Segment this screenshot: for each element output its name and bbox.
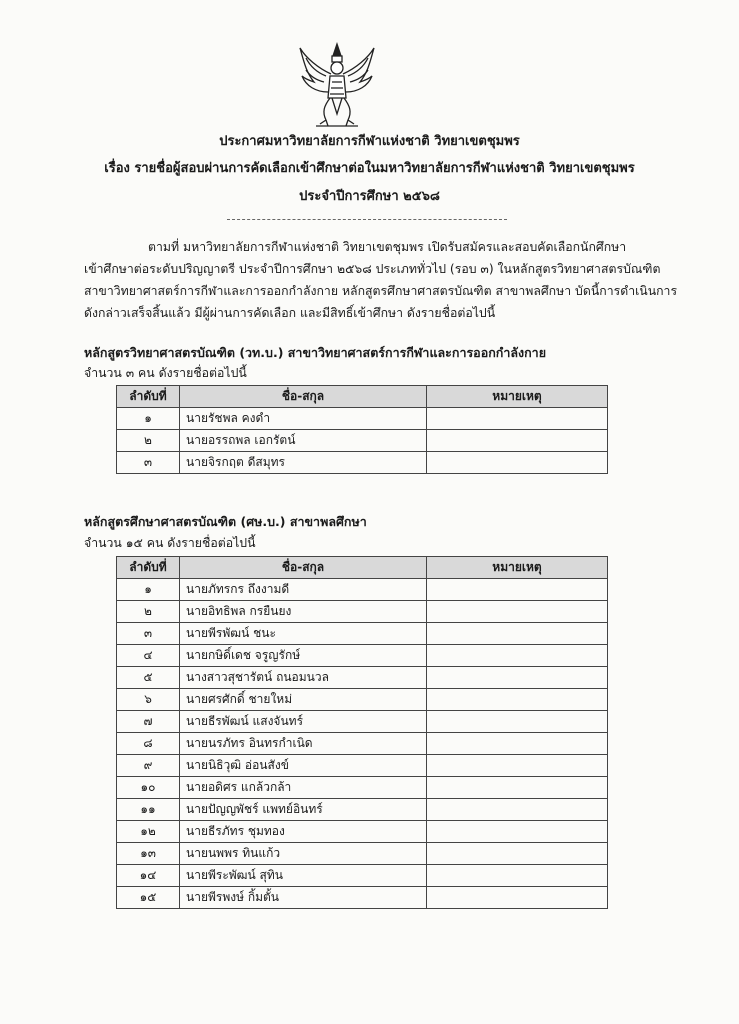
row-number: ๙ [117,755,180,777]
row-number: ๔ [117,645,180,667]
row-name: นายศรศักดิ์ ชายใหม่ [180,689,427,711]
table-row [117,689,608,711]
row-number: ๒ [117,601,180,623]
table-row [117,887,608,909]
table-row [117,799,608,821]
table-row [117,623,608,645]
column-header-note: หมายเหตุ [427,557,608,579]
row-number: ๓ [117,623,180,645]
row-note [427,579,608,601]
table-row [117,821,608,843]
row-note [427,645,608,667]
table-row [117,667,608,689]
row-number: ๓ [117,452,180,474]
row-name: นางสาวสุชารัตน์ ถนอมนวล [180,667,427,689]
row-name: นายจิรกฤต ดีสมุทร [180,452,427,474]
body-line: เข้าศึกษาต่อระดับปริญญาตรี ประจำปีการศึกษา ๒๕๖๘ ประเภททั่วไป (รอบ ๓) ในหลักสูตรวิทยาศาสตรบัณฑิต [84,262,661,276]
body-paragraph [84,236,678,324]
row-number: ๑๕ [117,887,180,909]
table-row [117,843,608,865]
row-note [427,667,608,689]
row-name: นายภัทรกร ถึงงามดี [180,579,427,601]
table-row [117,601,608,623]
row-note [427,452,608,474]
row-number: ๘ [117,733,180,755]
row-note [427,623,608,645]
row-note [427,689,608,711]
table-row [117,755,608,777]
row-name: นายนพพร ทินแก้ว [180,843,427,865]
row-name: นายอรรถพล เอกรัตน์ [180,430,427,452]
table-row [117,408,608,430]
row-number: ๑ [117,408,180,430]
row-number: ๗ [117,711,180,733]
section1-count: จำนวน ๓ คน ดังรายชื่อต่อไปนี้ [84,366,247,380]
table-row [117,579,608,601]
row-name: นายอดิศร แกล้วกล้า [180,777,427,799]
row-name: นายปัญญพัชร์ แพทย์อินทร์ [180,799,427,821]
table-row [117,865,608,887]
row-number: ๕ [117,667,180,689]
column-header-no: ลำดับที่ [117,557,180,579]
row-number: ๑๓ [117,843,180,865]
row-number: ๒ [117,430,180,452]
row-note [427,733,608,755]
row-number: ๖ [117,689,180,711]
announcement-subject: เรื่อง รายชื่อผู้สอบผ่านการคัดเลือกเข้าศึกษาต่อในมหาวิทยาลัยการกีฬาแห่งชาติ วิทยาเขตชุมพร [104,161,635,176]
column-header-no: ลำดับที่ [117,386,180,408]
row-name: นายพีรพัฒน์ ชนะ [180,623,427,645]
row-note [427,755,608,777]
row-number: ๑๒ [117,821,180,843]
section2-table [116,556,608,909]
row-number: ๑๐ [117,777,180,799]
column-header-note: หมายเหตุ [427,386,608,408]
row-number: ๑ [117,579,180,601]
row-name: นายกษิดิ์เดช จรูญรักษ์ [180,645,427,667]
body-line: สาขาวิทยาศาสตร์การกีฬาและการออกกำลังกาย หลักสูตรศึกษาศาสตรบัณฑิต สาขาพลศึกษา บัดนี้การดำเนินการ [84,284,678,298]
row-name: นายพีรพงษ์ กิ้มตั้น [180,887,427,909]
row-name: นายธีรพัฒน์ แสงจันทร์ [180,711,427,733]
announcement-title: ประกาศมหาวิทยาลัยการกีฬาแห่งชาติ วิทยาเขตชุมพร [219,134,520,149]
divider [227,219,507,220]
row-note [427,865,608,887]
section1-title: หลักสูตรวิทยาศาสตรบัณฑิต (วท.บ.) สาขาวิทยาศาสตร์การกีฬาและการออกกำลังกาย [84,345,547,360]
table-row [117,452,608,474]
table-header-row [117,386,608,408]
table-row [117,430,608,452]
row-name: นายนรภัทร อินทรกำเนิด [180,733,427,755]
row-note [427,408,608,430]
table-row [117,711,608,733]
table-row [117,645,608,667]
column-header-name: ชื่อ-สกุล [180,557,427,579]
table-header-row [117,557,608,579]
row-name: นายอิทธิพล กรยืนยง [180,601,427,623]
garuda-emblem [296,40,378,132]
column-header-name: ชื่อ-สกุล [180,386,427,408]
row-note [427,601,608,623]
row-note [427,799,608,821]
academic-year: ประจำปีการศึกษา ๒๕๖๘ [299,189,440,204]
body-line: ดังกล่าวเสร็จสิ้นแล้ว มีผู้ผ่านการคัดเลือก และมีสิทธิ์เข้าศึกษา ดังรายชื่อต่อไปนี้ [84,306,496,320]
row-name: นายพีระพัฒน์ สุทิน [180,865,427,887]
row-name: นายรัชพล คงดำ [180,408,427,430]
row-note [427,887,608,909]
section2-count: จำนวน ๑๕ คน ดังรายชื่อต่อไปนี้ [84,536,256,550]
row-note [427,821,608,843]
row-note [427,843,608,865]
row-number: ๑๑ [117,799,180,821]
row-number: ๑๔ [117,865,180,887]
row-name: นายนิธิวุฒิ อ่อนสังข์ [180,755,427,777]
body-line: ตามที่ มหาวิทยาลัยการกีฬาแห่งชาติ วิทยาเขตชุมพร เปิดรับสมัครและสอบคัดเลือกนักศึกษา [148,240,627,254]
section2-title: หลักสูตรศึกษาศาสตรบัณฑิต (ศษ.บ.) สาขาพลศึกษา [84,514,367,529]
row-name: นายธีรภัทร ชุมทอง [180,821,427,843]
table-row [117,733,608,755]
row-note [427,711,608,733]
section1-table [116,385,608,474]
row-note [427,777,608,799]
table-row [117,777,608,799]
row-note [427,430,608,452]
